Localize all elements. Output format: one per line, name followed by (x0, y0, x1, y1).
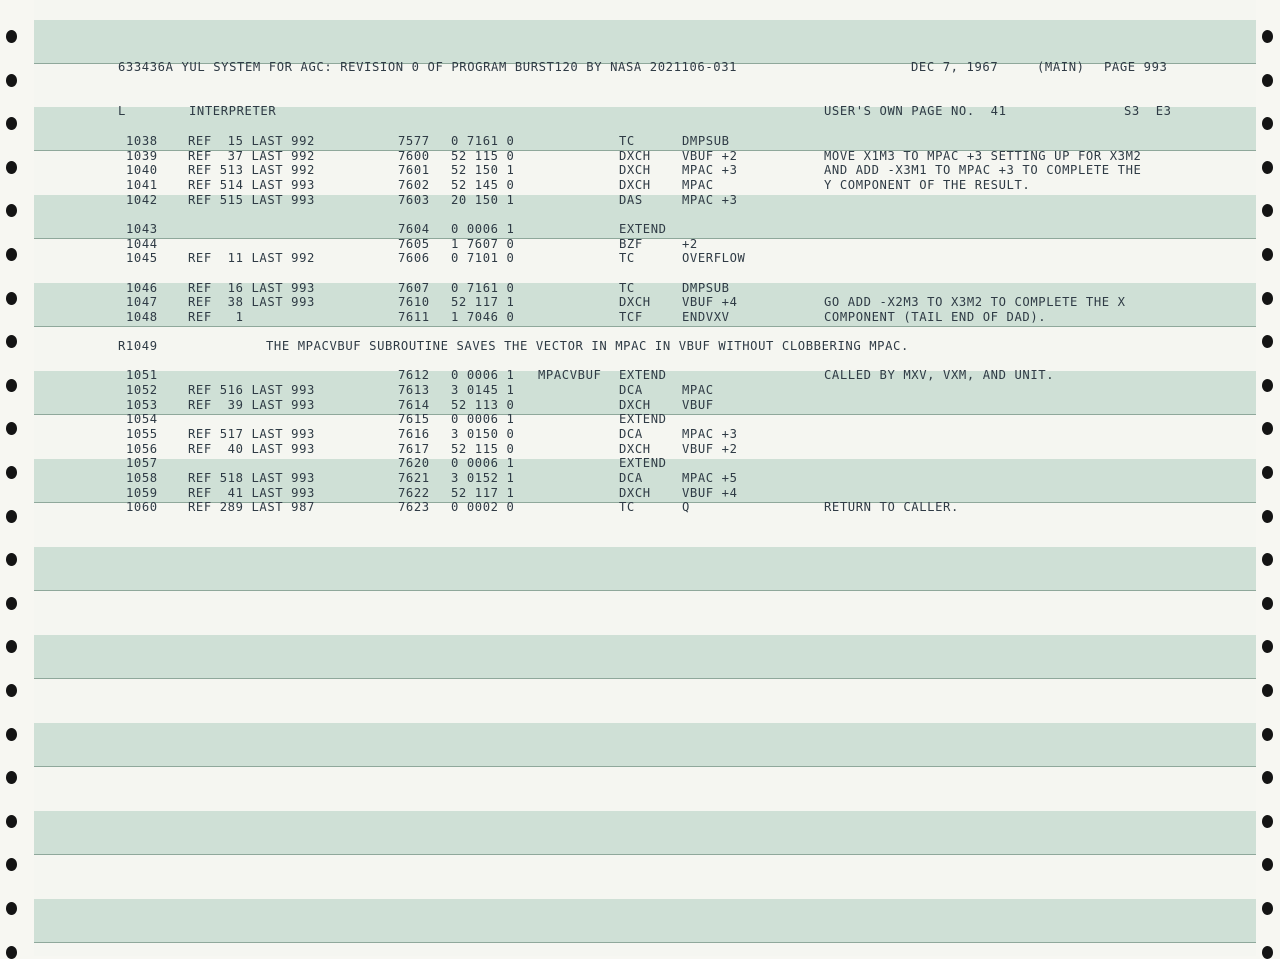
cross-reference: REF 16 LAST 993 (188, 280, 315, 295)
feed-hole (6, 902, 17, 915)
operand: VBUF (682, 397, 714, 412)
opcode: DCA (619, 427, 643, 441)
address: 7612 (398, 368, 430, 383)
operand: VBUF +2 (682, 441, 738, 456)
cross-reference: REF 516 LAST 993 (188, 383, 315, 398)
feed-hole (1262, 292, 1273, 305)
line-number: 1058 (126, 470, 158, 485)
line-number: 1048 (126, 309, 158, 324)
cross-reference: REF 515 LAST 993 (188, 192, 315, 207)
octal-code: 52 115 0 (451, 148, 515, 163)
operand: Q (682, 500, 690, 515)
line-number: 1040 (126, 163, 158, 178)
comment: COMPONENT (TAIL END OF DAD). (824, 309, 1047, 324)
feed-hole (6, 117, 17, 130)
address: 7621 (398, 470, 430, 485)
user-page-number: USER'S OWN PAGE NO. 41 (824, 104, 1007, 118)
operand: OVERFLOW (682, 251, 746, 266)
cross-reference: REF 40 LAST 993 (188, 441, 315, 456)
feed-hole (6, 597, 17, 610)
operand: MPAC (682, 383, 714, 398)
address: 7601 (398, 163, 430, 178)
octal-code: 52 113 0 (451, 397, 515, 412)
operand: ENDVXV (682, 309, 730, 324)
feed-hole (1262, 728, 1273, 741)
address: 7606 (398, 251, 430, 266)
log-section: INTERPRETER (189, 104, 277, 118)
band-rule (34, 678, 1256, 679)
line-number: 1042 (126, 192, 158, 207)
line-number: 1047 (126, 295, 158, 310)
operand: DMPSUB (682, 280, 730, 295)
feed-hole (1262, 771, 1273, 784)
octal-code: 1 7046 0 (451, 309, 515, 324)
operand: MPAC +3 (682, 163, 738, 178)
feed-hole (1262, 510, 1273, 523)
operand: +2 (682, 236, 698, 251)
opcode: DXCH (619, 163, 651, 178)
line-number: 1056 (126, 441, 158, 456)
cross-reference: REF 517 LAST 993 (188, 427, 315, 441)
feed-hole (6, 946, 17, 959)
green-band (34, 899, 1256, 943)
address: 7611 (398, 309, 430, 324)
octal-code: 0 0002 0 (451, 500, 515, 515)
opcode: TC (619, 134, 635, 148)
feed-hole (1262, 248, 1273, 261)
cross-reference: REF 15 LAST 992 (188, 134, 315, 148)
octal-code: 0 0006 1 (451, 456, 515, 471)
listing-section: (MAIN) (1037, 60, 1085, 74)
comment: CALLED BY MXV, VXM, AND UNIT. (824, 368, 1055, 383)
address: 7620 (398, 456, 430, 471)
operand: MPAC (682, 177, 714, 192)
feed-hole (1262, 161, 1273, 174)
line-number: 1059 (126, 485, 158, 500)
log-marker: L (118, 104, 126, 118)
address: 7602 (398, 177, 430, 192)
octal-code: 52 117 1 (451, 485, 515, 500)
comment: AND ADD -X3M1 TO MPAC +3 TO COMPLETE THE (824, 163, 1142, 178)
line-number: 1060 (126, 500, 158, 515)
opcode: DCA (619, 383, 643, 398)
green-band (34, 20, 1256, 64)
feed-hole (6, 728, 17, 741)
opcode: TC (619, 251, 635, 266)
octal-code: 3 0145 1 (451, 383, 515, 398)
cross-reference: REF 1 (188, 309, 244, 324)
octal-code: 0 0006 1 (451, 221, 515, 236)
octal-code: 20 150 1 (451, 192, 515, 207)
listing-page: PAGE 993 (1104, 60, 1168, 74)
feed-hole (1262, 902, 1273, 915)
address: 7616 (398, 427, 430, 441)
cross-reference: REF 289 LAST 987 (188, 500, 315, 515)
opcode: TCF (619, 309, 643, 324)
feed-hole (6, 292, 17, 305)
octal-code: 52 117 1 (451, 295, 515, 310)
address: 7607 (398, 280, 430, 295)
green-band (34, 635, 1256, 679)
operand: VBUF +4 (682, 295, 738, 310)
address: 7603 (398, 192, 430, 207)
feed-hole (1262, 684, 1273, 697)
line-number: 1044 (126, 236, 158, 251)
cross-reference: REF 39 LAST 993 (188, 397, 315, 412)
address: 7613 (398, 383, 430, 398)
feed-hole (1262, 553, 1273, 566)
line-number: R1049 (118, 339, 158, 354)
feed-hole (1262, 204, 1273, 217)
address: 7605 (398, 236, 430, 251)
address: 7577 (398, 134, 430, 148)
opcode: EXTEND (619, 368, 667, 383)
cross-reference: REF 518 LAST 993 (188, 470, 315, 485)
operand: VBUF +4 (682, 485, 738, 500)
opcode: EXTEND (619, 456, 667, 471)
opcode: DXCH (619, 485, 651, 500)
feed-hole (6, 422, 17, 435)
cross-reference: REF 11 LAST 992 (188, 251, 315, 266)
opcode: DXCH (619, 397, 651, 412)
green-band (34, 811, 1256, 855)
feed-hole (6, 684, 17, 697)
remark-comment: THE MPACVBUF SUBROUTINE SAVES THE VECTOR IN MPAC IN VBUF WITHOUT CLOBBERING MPAC. (266, 339, 909, 354)
line-number: 1043 (126, 221, 158, 236)
feed-hole (1262, 30, 1273, 43)
address: 7622 (398, 485, 430, 500)
octal-code: 0 7101 0 (451, 251, 515, 266)
address: 7615 (398, 412, 430, 427)
label: MPACVBUF (538, 368, 602, 383)
line-number: 1041 (126, 177, 158, 192)
cross-reference: REF 41 LAST 993 (188, 485, 315, 500)
band-rule (34, 238, 1256, 239)
opcode: DXCH (619, 295, 651, 310)
operand: VBUF +2 (682, 148, 738, 163)
feed-hole (1262, 422, 1273, 435)
band-rule (34, 326, 1256, 327)
feed-hole (1262, 640, 1273, 653)
feed-hole (1262, 117, 1273, 130)
comment: Y COMPONENT OF THE RESULT. (824, 177, 1031, 192)
cross-reference: REF 37 LAST 992 (188, 148, 315, 163)
operand: MPAC +3 (682, 427, 738, 441)
octal-code: 52 150 1 (451, 163, 515, 178)
printout-paper (34, 0, 1256, 956)
octal-code: 0 0006 1 (451, 368, 515, 383)
octal-code: 0 7161 0 (451, 280, 515, 295)
page-codes: S3 E3 (1124, 104, 1172, 118)
feed-hole (6, 858, 17, 871)
address: 7600 (398, 148, 430, 163)
feed-hole (6, 74, 17, 87)
line-number: 1054 (126, 412, 158, 427)
band-rule (34, 854, 1256, 855)
feed-hole (6, 335, 17, 348)
operand: MPAC +5 (682, 470, 738, 485)
opcode: EXTEND (619, 412, 667, 427)
feed-hole (6, 815, 17, 828)
line-number: 1052 (126, 383, 158, 398)
comment: GO ADD -X2M3 TO X3M2 TO COMPLETE THE X (824, 295, 1126, 310)
feed-hole (6, 771, 17, 784)
feed-hole (1262, 815, 1273, 828)
feed-hole (1262, 74, 1273, 87)
line-number: 1045 (126, 251, 158, 266)
band-rule (34, 766, 1256, 767)
opcode: DCA (619, 470, 643, 485)
feed-hole (1262, 597, 1273, 610)
feed-hole (1262, 946, 1273, 959)
feed-hole (6, 466, 17, 479)
comment: RETURN TO CALLER. (824, 500, 959, 515)
octal-code: 0 7161 0 (451, 134, 515, 148)
cross-reference: REF 513 LAST 992 (188, 163, 315, 178)
listing-date: DEC 7, 1967 (911, 60, 999, 74)
line-number: 1053 (126, 397, 158, 412)
address: 7617 (398, 441, 430, 456)
address: 7610 (398, 295, 430, 310)
opcode: DXCH (619, 441, 651, 456)
feed-hole (1262, 379, 1273, 392)
feed-hole (1262, 335, 1273, 348)
octal-code: 1 7607 0 (451, 236, 515, 251)
address: 7614 (398, 397, 430, 412)
listing-title: 633436A YUL SYSTEM FOR AGC: REVISION 0 OF PROGRAM BURST120 BY NASA 2021106-031 (118, 60, 738, 74)
opcode: BZF (619, 236, 643, 251)
feed-hole (6, 379, 17, 392)
line-number: 1055 (126, 427, 158, 441)
opcode: TC (619, 500, 635, 515)
opcode: DXCH (619, 177, 651, 192)
opcode: DAS (619, 192, 643, 207)
feed-hole (6, 640, 17, 653)
feed-hole (1262, 466, 1273, 479)
octal-code: 52 115 0 (451, 441, 515, 456)
operand: MPAC +3 (682, 192, 738, 207)
line-number: 1038 (126, 134, 158, 148)
operand: DMPSUB (682, 134, 730, 148)
green-band (34, 723, 1256, 767)
band-rule (34, 942, 1256, 943)
line-number: 1039 (126, 148, 158, 163)
cross-reference: REF 514 LAST 993 (188, 177, 315, 192)
octal-code: 3 0152 1 (451, 470, 515, 485)
band-rule (34, 590, 1256, 591)
octal-code: 52 145 0 (451, 177, 515, 192)
line-number: 1051 (126, 368, 158, 383)
octal-code: 0 0006 1 (451, 412, 515, 427)
octal-code: 3 0150 0 (451, 427, 515, 441)
comment: MOVE X1M3 TO MPAC +3 SETTING UP FOR X3M2 (824, 148, 1142, 163)
address: 7604 (398, 221, 430, 236)
opcode: EXTEND (619, 221, 667, 236)
opcode: DXCH (619, 148, 651, 163)
feed-hole (6, 161, 17, 174)
address: 7623 (398, 500, 430, 515)
green-band (34, 547, 1256, 591)
opcode: TC (619, 280, 635, 295)
feed-hole (6, 204, 17, 217)
feed-hole (6, 248, 17, 261)
feed-hole (1262, 858, 1273, 871)
feed-hole (6, 30, 17, 43)
feed-hole (6, 553, 17, 566)
cross-reference: REF 38 LAST 993 (188, 295, 315, 310)
line-number: 1046 (126, 280, 158, 295)
feed-hole (6, 510, 17, 523)
line-number: 1057 (126, 456, 158, 471)
